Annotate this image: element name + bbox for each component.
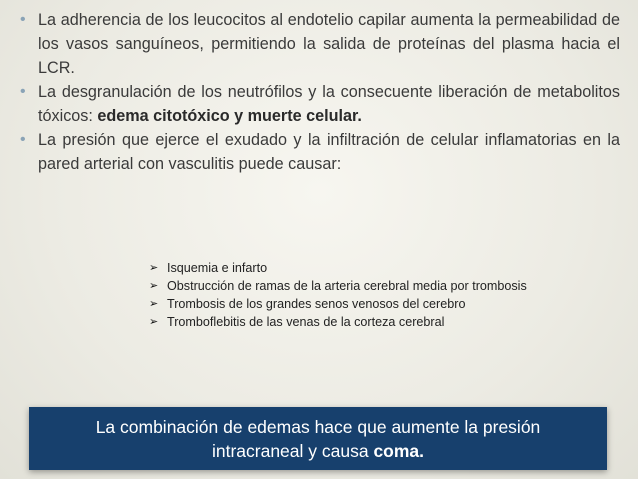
banner-bold-word: coma.: [373, 440, 425, 461]
bullet-neutrophil-degranulation: [20, 80, 620, 128]
list-item: [147, 314, 527, 331]
list-item-text: Isquemia e infarto: [167, 261, 268, 275]
consequence-list: [147, 260, 527, 332]
bullet-marker: •: [20, 11, 26, 28]
bullet-marker: •: [20, 131, 26, 148]
list-item: [147, 278, 527, 295]
bullet-exudate-pressure: [20, 128, 620, 176]
list-item-text: Obstrucción de ramas de la arteria cerebral media por trombosis: [167, 279, 527, 293]
banner-line-2-text: intracraneal y causa: [211, 440, 374, 461]
banner-line-2: [29, 439, 607, 463]
arrow-bullet-icon: ➢: [149, 262, 159, 274]
main-bullet-list: [20, 8, 620, 176]
list-item-text: Trombosis de los grandes senos venosos del cerebro: [167, 297, 466, 311]
list-item: [147, 296, 527, 313]
bullet-text: La presión que ejerce el exudado y la infiltración de celular inflamatorias en la pared arterial con vasculitis puede causar:: [38, 131, 620, 173]
arrow-bullet-icon: ➢: [149, 280, 159, 292]
list-item: [147, 260, 527, 277]
bullet-bold-text: edema citotóxico y muerte celular.: [97, 107, 362, 125]
bullet-leukocyte-adherence: [20, 8, 620, 80]
arrow-bullet-icon: ➢: [149, 316, 159, 328]
list-item-text: Tromboflebitis de las venas de la corteza cerebral: [167, 315, 445, 329]
bullet-text: La adherencia de los leucocitos al endotelio capilar aumenta la permeabilidad de los vasos sanguíneos, permitiendo la salida de proteínas del plasma hacia el LCR.: [38, 11, 620, 77]
bullet-marker: •: [20, 83, 26, 100]
conclusion-banner: [29, 407, 607, 470]
banner-line-1: La combinación de edemas hace que aumente la presión: [95, 416, 541, 437]
arrow-bullet-icon: ➢: [149, 298, 159, 310]
bullet-text: La desgranulación de los neutrófilos y la consecuente liberación de metabolitos tóxicos:: [38, 83, 620, 125]
